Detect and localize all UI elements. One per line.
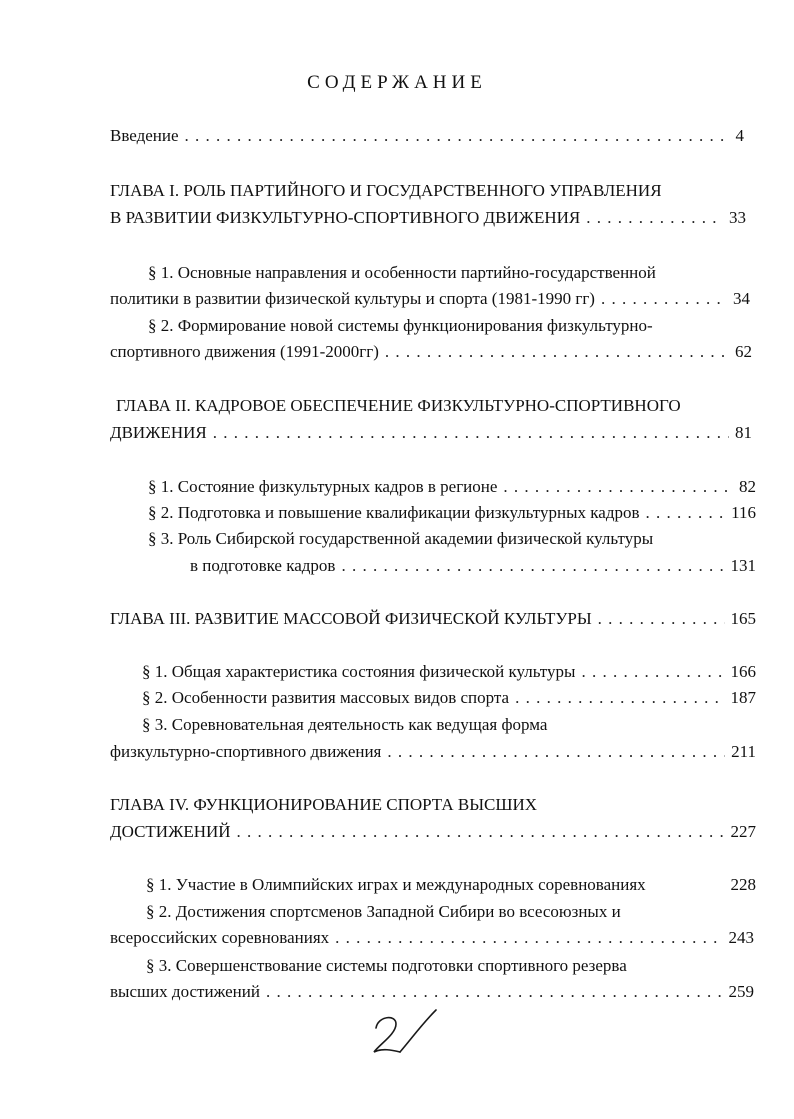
toc-entry-intro <box>110 125 744 147</box>
toc-page-number: 116 <box>731 503 756 522</box>
toc-page-number: 165 <box>730 609 756 628</box>
toc-entry-text: в подготовке кадров <box>190 556 336 575</box>
toc-leader <box>237 821 725 843</box>
toc-leader <box>335 927 722 949</box>
toc-entry-chapter-3 <box>110 608 756 630</box>
toc-entry-section <box>110 981 754 1003</box>
toc-entry-text: политики в развитии физической культуры и спорта (1981-1990 гг) <box>110 289 595 308</box>
toc-leader <box>387 741 725 763</box>
toc-entry-text: физкультурно-спортивного движения <box>110 742 382 761</box>
toc-entry-section <box>142 661 756 683</box>
toc-entry-section <box>110 741 756 763</box>
toc-leader <box>586 207 723 229</box>
toc-leader <box>341 555 724 577</box>
toc-page-number: 227 <box>730 822 756 841</box>
toc-entry-text: ДВИЖЕНИЯ <box>110 423 207 442</box>
chapter-heading: ГЛАВА I. РОЛЬ ПАРТИЙНОГО И ГОСУДАРСТВЕННОГО УПРАВЛЕНИЯ <box>110 181 662 200</box>
section-heading: § 1. Основные направления и особенности партийно-государственной <box>148 263 656 282</box>
toc-page-number: 131 <box>730 556 756 575</box>
toc-page-number: 62 <box>735 342 752 361</box>
toc-leader <box>646 502 726 524</box>
section-heading: § 2. Достижения спортсменов Западной Сибири во всесоюзных и <box>146 902 621 921</box>
toc-page-number: 259 <box>728 982 754 1001</box>
toc-page-number: 211 <box>731 742 756 761</box>
toc-entry-text: всероссийских соревнованиях <box>110 928 330 947</box>
toc-page-number: 82 <box>739 477 756 496</box>
toc-page-number: 166 <box>730 662 756 681</box>
toc-leader <box>581 661 724 683</box>
section-heading: § 3. Совершенствование системы подготовки спортивного резерва <box>146 956 627 975</box>
section-heading: § 3. Роль Сибирской государственной академии физической культуры <box>148 529 654 548</box>
toc-entry-text: ДОСТИЖЕНИЙ <box>110 822 231 841</box>
toc-entry-text: § 1. Общая характеристика состояния физической культуры <box>142 662 576 681</box>
toc-entry-text: § 2. Подготовка и повышение квалификации физкультурных кадров <box>148 503 640 522</box>
toc-entry-text: ГЛАВА III. РАЗВИТИЕ МАССОВОЙ ФИЗИЧЕСКОЙ КУЛЬТУРЫ <box>110 609 592 628</box>
handwritten-page-number <box>370 1008 440 1060</box>
toc-entry-section <box>110 288 750 310</box>
toc-entry-text: высших достижений <box>110 982 260 1001</box>
toc-leader <box>515 687 724 709</box>
toc-page-number: 34 <box>733 289 750 308</box>
toc-leader <box>503 476 733 498</box>
chapter-heading: ГЛАВА II. КАДРОВОЕ ОБЕСПЕЧЕНИЕ ФИЗКУЛЬТУРНО-СПОРТИВНОГО <box>116 396 681 415</box>
toc-entry-section <box>110 927 754 949</box>
toc-entry-text: В РАЗВИТИИ ФИЗКУЛЬТУРНО-СПОРТИВНОГО ДВИЖЕНИЯ <box>110 208 581 227</box>
toc-leader <box>266 981 723 1003</box>
toc-page-number: 243 <box>728 928 754 947</box>
toc-entry-section <box>148 502 756 524</box>
toc-page-number: 228 <box>730 875 756 894</box>
toc-leader <box>601 288 727 310</box>
toc-entry-section <box>146 874 756 896</box>
toc-entry-chapter-4 <box>110 821 756 843</box>
toc-page-number: 33 <box>729 208 746 227</box>
toc-leader <box>213 422 729 444</box>
page-title: СОДЕРЖАНИЕ <box>307 72 487 93</box>
toc-entry-text: § 2. Особенности развития массовых видов спорта <box>142 688 510 707</box>
toc-entry-section <box>110 341 752 363</box>
toc-leader <box>598 608 725 630</box>
toc-entry-section <box>148 476 756 498</box>
toc-entry-text: § 1. Состояние физкультурных кадров в регионе <box>148 477 498 496</box>
section-heading: § 2. Формирование новой системы функционирования физкультурно- <box>148 316 653 335</box>
toc-page-number: 4 <box>735 126 744 145</box>
toc-page-number: 187 <box>730 688 756 707</box>
section-heading: § 3. Соревновательная деятельность как ведущая форма <box>142 715 548 734</box>
toc-entry-text: § 1. Участие в Олимпийских играх и международных соревнованиях <box>146 875 646 894</box>
toc-page-number: 81 <box>735 423 752 442</box>
toc-entry-section <box>190 555 756 577</box>
toc-entry-chapter-2 <box>110 422 752 444</box>
toc-entry-chapter-1 <box>110 207 746 229</box>
toc-leader <box>385 341 729 363</box>
toc-entry-text: Введение <box>110 126 179 145</box>
toc-entry-section <box>142 687 756 709</box>
toc-leader <box>185 125 730 147</box>
chapter-heading: ГЛАВА IV. ФУНКЦИОНИРОВАНИЕ СПОРТА ВЫСШИХ <box>110 795 538 814</box>
toc-entry-text: спортивного движения (1991-2000гг) <box>110 342 379 361</box>
